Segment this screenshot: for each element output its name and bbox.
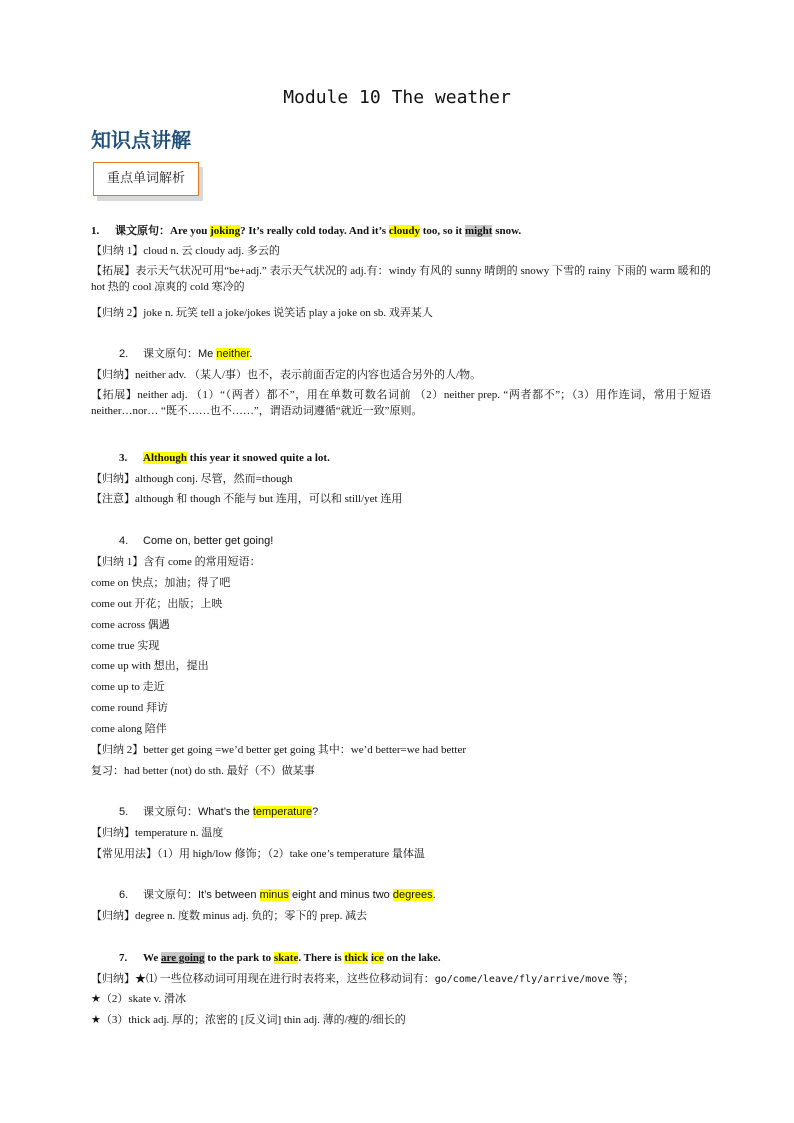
highlight-word: joking xyxy=(210,225,241,237)
item-1-note-2: 【拓展】表示天气状况可用“be+adj.” 表示天气状况的 adj.有：windy 有风的 sunny 晴朗的 snowy 下雪的 rainy 下雨的 warm 暖和的 hot 热的 cool 凉爽的 cold 寒冷的 xyxy=(91,265,711,293)
item-2-note-2: 【拓展】neither adj. （1）“（两者）都不”，用在单数可数名词前 （2）neither prep. “两者都不”；（3）用作连词，常用于短语 neither…nor… “既不……也不……”，谓语动词遵循“就近一致”原则。 xyxy=(91,389,711,417)
topic-box-label: 重点单词解析 xyxy=(93,162,199,196)
item-4-note-1: 【归纳 1】含有 come 的常用短语： xyxy=(91,556,261,568)
item-5-note-2: 【常见用法】（1）用 high/low 修饰；（2）take one’s temperature 量体温 xyxy=(91,848,425,860)
item-1-note-3: 【归纳 2】joke n. 玩笑 tell a joke/jokes 说笑话 play a joke on sb. 戏弄某人 xyxy=(91,307,433,319)
highlight-word: degrees xyxy=(392,889,433,901)
page-title: Module 10 The weather xyxy=(283,87,511,108)
highlight-word: neither xyxy=(216,348,250,360)
item-3-sentence: 3. Although this year it snowed quite a lot. xyxy=(119,452,330,464)
item-2-sentence: 2. 课文原句：Me neither. xyxy=(119,348,253,360)
highlight-word: might xyxy=(464,225,493,237)
item-3-note-2: 【注意】although 和 though 不能与 but 连用，可以和 still/yet 连用 xyxy=(91,493,403,505)
phrase-item: come along 陪伴 xyxy=(91,723,167,735)
phrase-item: come out 开花；出版；上映 xyxy=(91,598,223,610)
item-4-note-3: 复习：had better (not) do sth. 最好（不）做某事 xyxy=(91,765,315,777)
phrase-item: come up with 想出，提出 xyxy=(91,660,209,672)
item-5-note-1: 【归纳】temperature n. 温度 xyxy=(91,827,224,839)
highlight-word: temperature xyxy=(252,806,313,818)
item-1-note-1: 【归纳 1】cloud n. 云 cloudy adj. 多云的 xyxy=(91,245,280,257)
highlight-word: ice xyxy=(370,952,384,964)
item-4-sentence: 4. Come on, better get going! xyxy=(119,535,274,547)
highlight-word: are going xyxy=(161,952,205,964)
topic-box xyxy=(93,162,203,202)
item-7-sentence: 7. We are going to the park to skate. There is thick ice on the lake. xyxy=(119,952,441,964)
item-2-note-1: 【归纳】neither adv. （某人/事）也不，表示前面否定的内容也适合另外的人/物。 xyxy=(91,369,482,381)
item-7-note-3: ★（3）thick adj. 厚的；浓密的 [反义词] thin adj. 薄的/瘦的/细长的 xyxy=(91,1014,406,1026)
phrase-item: come on 快点；加油；得了吧 xyxy=(91,577,231,589)
highlight-word: Although xyxy=(143,452,188,464)
highlight-word: minus xyxy=(259,889,289,901)
phrase-item: come up to 走近 xyxy=(91,681,165,693)
phrase-item: come across 偶遇 xyxy=(91,619,170,631)
phrase-item: come true 实现 xyxy=(91,640,160,652)
highlight-word: thick xyxy=(344,952,369,964)
item-1-sentence: 1. 课文原句：Are you joking? It’s really cold today. And it’s cloudy too, so it might snow. xyxy=(91,225,522,237)
item-3-note-1: 【归纳】although conj. 尽管，然而=though xyxy=(91,473,293,485)
highlight-word: cloudy xyxy=(388,225,421,237)
phrase-item: come round 拜访 xyxy=(91,702,168,714)
highlight-word: skate xyxy=(273,952,299,964)
item-7-note-1: 【归纳】★⑴ 一些位移动词可用现在进行时表将来，这些位移动词有：go/come/leave/fly/arrive/move 等； xyxy=(91,973,635,985)
item-6-sentence: 6. 课文原句：It’s between minus eight and minus two degrees. xyxy=(119,889,436,901)
section-heading: 知识点讲解 xyxy=(91,128,191,152)
item-4-note-2: 【归纳 2】better get going =we’d better get going 其中：we’d better=we had better xyxy=(91,744,466,756)
item-6-note-1: 【归纳】degree n. 度数 minus adj. 负的；零下的 prep. 减去 xyxy=(91,910,368,922)
item-7-note-2: ★（2）skate v. 滑冰 xyxy=(91,993,186,1005)
item-5-sentence: 5. 课文原句：What’s the temperature? xyxy=(119,806,319,818)
